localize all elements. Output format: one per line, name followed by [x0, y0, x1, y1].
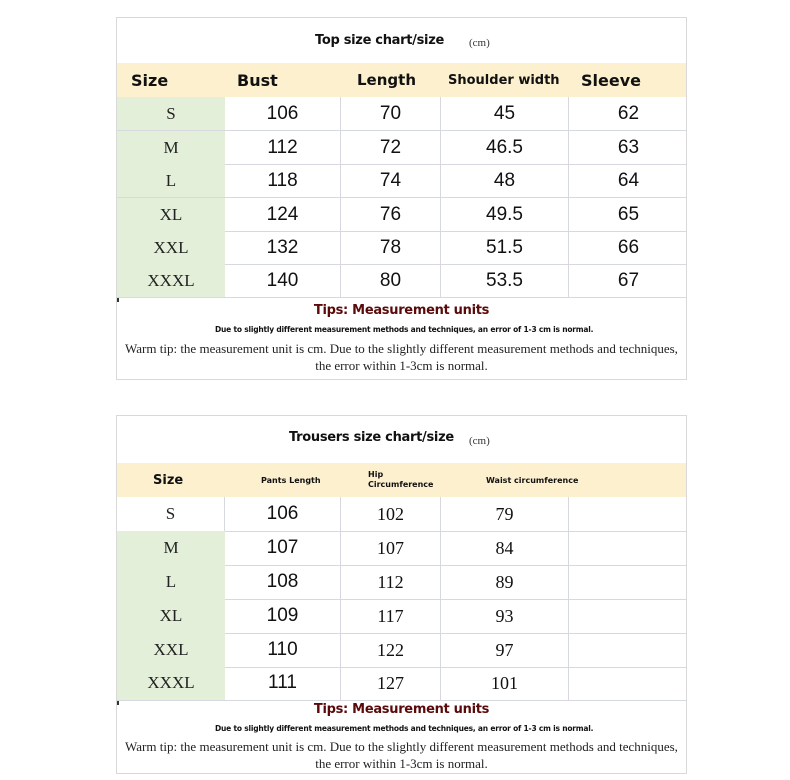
cell-length: 80 — [341, 264, 441, 297]
header-sleeve: Sleeve — [581, 70, 641, 90]
trousers-chart-unit: (cm) — [469, 435, 490, 447]
cell-pants_length: 110 — [225, 633, 341, 667]
table-row — [117, 633, 686, 668]
cell-bust: 118 — [225, 164, 341, 197]
cell-waist: 93 — [441, 599, 569, 633]
table-row — [117, 164, 686, 198]
cell-sleeve: 64 — [617, 169, 640, 191]
cell-bust: 132 — [225, 231, 341, 264]
cell-pants_length: 106 — [225, 497, 341, 531]
cell-blank — [569, 599, 688, 633]
header-shoulder-width: Shoulder width — [448, 72, 560, 88]
cell-length: 78 — [341, 231, 441, 264]
cell-shoulder: 49.5 — [441, 198, 569, 231]
trousers-chart-tips — [117, 700, 686, 774]
top-chart-unit: (cm) — [469, 37, 490, 49]
table-row — [117, 264, 686, 298]
cell-size: M — [117, 531, 225, 565]
cell-size: XXXL — [117, 666, 225, 700]
tips-title: Tips: Measurement units — [313, 702, 490, 717]
top-chart-header — [117, 63, 686, 97]
tips-title: Tips: Measurement units — [313, 303, 490, 318]
cell-hip: 112 — [341, 565, 441, 599]
cell-length: 72 — [341, 131, 441, 164]
cell-waist: 101 — [441, 666, 569, 700]
table-row — [117, 531, 686, 566]
cell-shoulder: 51.5 — [441, 231, 569, 264]
cell-waist: 84 — [441, 531, 569, 565]
tips-note: Due to slightly different measurement methods and techniques, an error of 1-3 cm is normal. — [215, 724, 594, 733]
cell-waist: 79 — [441, 497, 569, 531]
trousers-chart-title: Trousers size chart/size — [289, 430, 454, 445]
cell-sleeve: 67 — [617, 269, 640, 291]
cell-blank — [569, 565, 688, 599]
header-size: Size — [153, 472, 184, 488]
top-chart-tips — [117, 297, 686, 380]
header-length: Length — [357, 71, 416, 89]
cell-size: M — [117, 131, 225, 164]
cell-size: XXL — [117, 231, 225, 264]
header-hip-circumference: Hip Circumference — [368, 470, 434, 489]
top-size-chart — [116, 17, 687, 380]
cell-pants_length: 107 — [225, 531, 341, 565]
cell-shoulder: 53.5 — [441, 264, 569, 297]
cell-sleeve: 65 — [617, 203, 640, 225]
warm-tip: Warm tip: the measurement unit is cm. Due to the slightly different measurement methods and techniques, the error within 1-3cm is normal. — [125, 739, 678, 771]
cell-hip: 127 — [341, 666, 441, 700]
cell-size: S — [117, 497, 225, 531]
table-row — [117, 198, 686, 232]
cell-blank — [569, 633, 688, 667]
cell-bust: 124 — [225, 198, 341, 231]
cell-size: L — [117, 164, 225, 197]
table-row — [117, 497, 686, 532]
cell-sleeve: 62 — [617, 102, 640, 124]
cell-size: S — [117, 97, 225, 130]
top-chart-title-row — [117, 18, 686, 63]
cell-size: XXXL — [117, 264, 225, 297]
cell-shoulder: 48 — [441, 164, 569, 197]
warm-tip: Warm tip: the measurement unit is cm. Due to the slightly different measurement methods and techniques, the error within 1-3cm is normal. — [125, 341, 678, 373]
table-row — [117, 565, 686, 600]
cell-length: 70 — [341, 97, 441, 130]
cell-size: XL — [117, 599, 225, 633]
header-size: Size — [131, 70, 169, 90]
cell-size: XXL — [117, 633, 225, 667]
cell-bust: 112 — [225, 131, 341, 164]
table-row — [117, 131, 686, 165]
cell-blank — [569, 531, 688, 565]
header-waist-circumference: Waist circumference — [486, 475, 579, 485]
tips-note: Due to slightly different measurement methods and techniques, an error of 1-3 cm is normal. — [215, 325, 594, 334]
top-chart-title: Top size chart/size — [315, 33, 444, 48]
cell-waist: 97 — [441, 633, 569, 667]
cell-hip: 117 — [341, 599, 441, 633]
table-row — [117, 666, 686, 701]
cell-pants_length: 109 — [225, 599, 341, 633]
cell-size: XL — [117, 198, 225, 231]
trousers-chart-title-row — [117, 416, 686, 463]
cell-length: 76 — [341, 198, 441, 231]
corner-mark — [117, 298, 119, 302]
cell-blank — [569, 497, 688, 531]
cell-bust: 106 — [225, 97, 341, 130]
cell-size: L — [117, 565, 225, 599]
trousers-size-chart — [116, 415, 687, 774]
cell-sleeve: 66 — [617, 236, 640, 258]
header-pants-length: Pants Length — [261, 475, 321, 485]
table-row — [117, 599, 686, 634]
cell-pants_length: 111 — [225, 666, 341, 700]
cell-pants_length: 108 — [225, 565, 341, 599]
cell-shoulder: 46.5 — [441, 131, 569, 164]
cell-sleeve: 63 — [617, 136, 640, 158]
table-row — [117, 231, 686, 265]
cell-shoulder: 45 — [441, 97, 569, 130]
cell-hip: 122 — [341, 633, 441, 667]
cell-length: 74 — [341, 164, 441, 197]
cell-blank — [569, 666, 688, 700]
cell-hip: 107 — [341, 531, 441, 565]
header-bust: Bust — [237, 70, 278, 90]
cell-hip: 102 — [341, 497, 441, 531]
trousers-chart-header — [117, 463, 686, 497]
cell-bust: 140 — [225, 264, 341, 297]
cell-waist: 89 — [441, 565, 569, 599]
table-row — [117, 97, 686, 131]
